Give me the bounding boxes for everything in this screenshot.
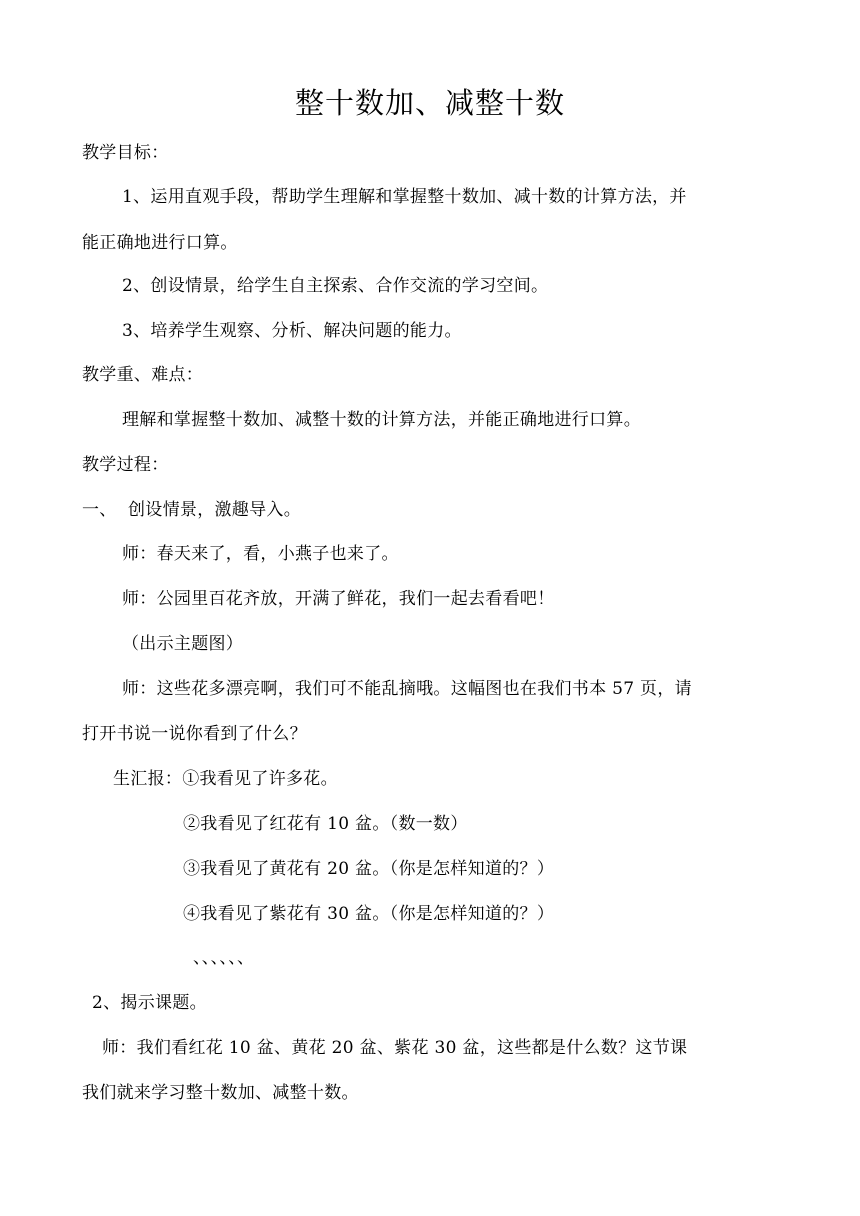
objective-2: 2、创设情景，给学生自主探索、合作交流的学习空间。 bbox=[122, 276, 549, 296]
teacher-line-2: 师：公园里百花齐放，开满了鲜花，我们一起去看看吧！ bbox=[122, 589, 555, 609]
section-2-heading: 2、揭示课题。 bbox=[92, 993, 207, 1013]
teacher-line-3-part-1: 师：这些花多漂亮啊，我们可不能乱摘哦。这幅图也在我们书本 57 页，请 bbox=[122, 679, 692, 699]
ellipsis-marks: 、、、、、、 bbox=[193, 948, 255, 968]
student-report: 生汇报：①我看见了许多花。 bbox=[113, 769, 338, 789]
objective-1-line-1: 1、运用直观手段，帮助学生理解和掌握整十数加、减十数的计算方法，并 bbox=[122, 187, 687, 207]
section-1-heading: 一、 创设情景，激趣导入。 bbox=[82, 500, 302, 520]
keypoints-text: 理解和掌握整十数加、减整十数的计算方法，并能正确地进行口算。 bbox=[122, 410, 641, 430]
objective-3: 3、培养学生观察、分析、解决问题的能力。 bbox=[122, 321, 462, 341]
objective-1-line-2: 能正确地进行口算。 bbox=[82, 233, 238, 253]
teacher-line-4-part-1: 师：我们看红花 10 盆、黄花 20 盆、紫花 30 盆，这些都是什么数？这节课 bbox=[102, 1038, 688, 1058]
teacher-line-4-part-2: 我们就来学习整十数加、减整十数。 bbox=[82, 1083, 359, 1103]
keypoints-heading: 教学重、难点： bbox=[82, 365, 204, 385]
show-image-note: （出示主题图） bbox=[122, 634, 244, 654]
report-item-4: ④我看见了紫花有 30 盆。（你是怎样知道的？） bbox=[183, 904, 555, 924]
report-item-2: ②我看见了红花有 10 盆。（数一数） bbox=[183, 814, 468, 834]
teacher-line-1: 师：春天来了，看，小燕子也来了。 bbox=[122, 544, 399, 564]
process-heading: 教学过程： bbox=[82, 455, 169, 475]
teacher-line-3-part-2: 打开书说一说你看到了什么？ bbox=[82, 724, 307, 744]
report-item-3: ③我看见了黄花有 20 盆。（你是怎样知道的？） bbox=[183, 859, 555, 879]
objectives-heading: 教学目标： bbox=[82, 143, 169, 163]
page-title: 整十数加、减整十数 bbox=[294, 86, 565, 120]
